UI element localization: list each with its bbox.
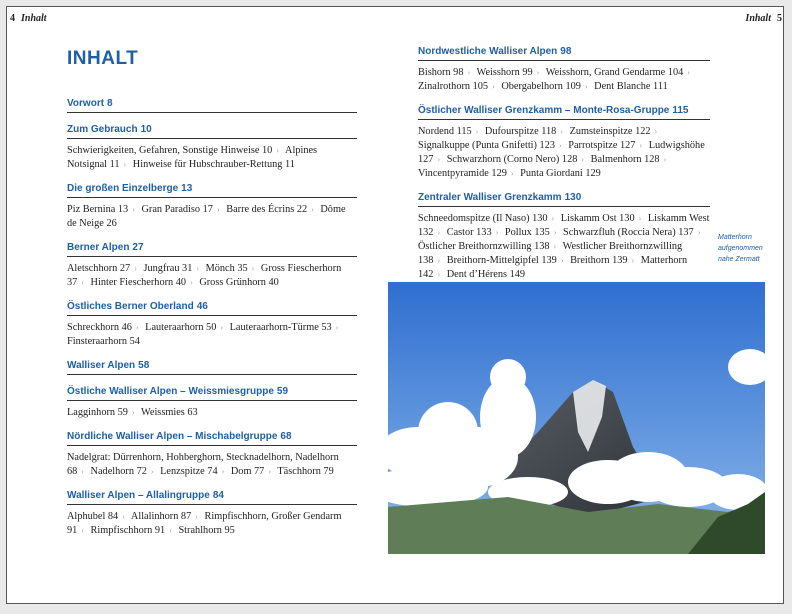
running-head-left: Inhalt bbox=[21, 13, 47, 24]
entry-separator: › bbox=[560, 127, 563, 136]
toc-entry bbox=[477, 67, 544, 78]
section-page-number: 10 bbox=[140, 124, 152, 135]
toc-entry-text: Liskamm Ost 130 bbox=[560, 213, 635, 224]
section-heading-text: Nordwestliche Walliser Alpen bbox=[418, 46, 558, 57]
toc-entry bbox=[133, 159, 295, 170]
section-entries bbox=[67, 510, 357, 538]
entry-separator: › bbox=[335, 323, 339, 332]
toc-entry-text: Liskamm West 132 bbox=[418, 213, 710, 238]
toc-entry-text: Dom 77 bbox=[230, 466, 265, 477]
toc-entry bbox=[501, 81, 591, 92]
toc-entry-text: Gross Grünhorn 40 bbox=[199, 277, 279, 288]
toc-entry-text: Schreckhorn 46 bbox=[67, 322, 132, 333]
toc-entry-text: Dufourspitze 118 bbox=[484, 126, 557, 137]
toc-entry bbox=[231, 466, 275, 477]
section-heading bbox=[67, 386, 357, 401]
section-heading-text: Zentraler Walliser Grenzkamm bbox=[418, 192, 562, 203]
toc-entry-text: Weissmies 63 bbox=[140, 407, 198, 418]
toc-entry bbox=[67, 263, 141, 274]
section-page-number: 59 bbox=[276, 386, 289, 397]
toc-entry-text: Allalinhorn 87 bbox=[130, 511, 192, 522]
section-entries bbox=[67, 262, 357, 290]
section-page-number: 68 bbox=[280, 431, 292, 442]
toc-entry-text: Balmenhorn 128 bbox=[590, 154, 660, 165]
toc-entry bbox=[485, 126, 567, 137]
entry-separator: › bbox=[276, 146, 279, 155]
section-page-number: 84 bbox=[212, 490, 224, 501]
section-page-number: 115 bbox=[672, 105, 689, 116]
section-heading bbox=[67, 124, 357, 139]
toc-entry-text: Breithorn 139 bbox=[570, 255, 628, 266]
section-heading-text: Die großen Einzelberge bbox=[67, 183, 179, 194]
toc-entry-text: Matterhorn 142 bbox=[418, 255, 688, 280]
section-heading bbox=[418, 105, 710, 120]
toc-entry bbox=[447, 227, 503, 238]
entry-separator: › bbox=[251, 264, 255, 273]
toc-entry-text: Nadelhorn 72 bbox=[90, 466, 147, 477]
toc-entry bbox=[67, 336, 140, 347]
section-entries bbox=[67, 406, 357, 420]
toc-entry-text: Vincentpyramide 129 bbox=[418, 168, 507, 179]
page-number-left: 4 bbox=[10, 13, 15, 24]
toc-entry-text: Täschhorn 79 bbox=[277, 466, 334, 477]
section-heading-text: Zum Gebrauch bbox=[67, 124, 138, 135]
toc-entry-text: Weisshorn, Grand Gendarme 104 bbox=[545, 67, 684, 78]
toc-entry bbox=[447, 269, 525, 280]
entry-separator: › bbox=[81, 278, 84, 287]
toc-entry-text: Jungfrau 31 bbox=[143, 263, 193, 274]
toc-entry bbox=[91, 466, 158, 477]
entry-separator: › bbox=[437, 256, 441, 265]
entry-separator: › bbox=[639, 141, 643, 150]
toc-section bbox=[67, 386, 357, 420]
toc-entry bbox=[447, 154, 588, 165]
toc-entry bbox=[277, 466, 333, 477]
entry-separator: › bbox=[654, 127, 658, 136]
toc-entry-text: Punta Giordani 129 bbox=[520, 168, 601, 179]
section-page-number: 27 bbox=[132, 242, 144, 253]
toc-entry-text: Aletschhorn 27 bbox=[67, 263, 131, 274]
toc-section bbox=[67, 183, 357, 231]
toc-entry-text: Signalkuppe (Punta Gnifetti) 123 bbox=[418, 140, 555, 151]
entry-separator: › bbox=[663, 155, 667, 164]
toc-section bbox=[67, 490, 357, 538]
section-entries bbox=[67, 451, 357, 479]
toc-entry bbox=[546, 67, 694, 78]
toc-entry-text: Finsteraarhorn 54 bbox=[67, 336, 140, 347]
toc-entry-text: Hinter Fiescherhorn 40 bbox=[90, 277, 187, 288]
toc-entry bbox=[561, 213, 645, 224]
toc-entry-text: Schwierigkeiten, Gefahren, Sonstige Hinweise 10 bbox=[67, 145, 273, 156]
entry-separator: › bbox=[220, 323, 224, 332]
section-page-number: 98 bbox=[560, 46, 572, 57]
toc-section bbox=[418, 46, 710, 94]
toc-entry-text: Dent Blanche 111 bbox=[594, 81, 668, 92]
section-heading-text: Walliser Alpen bbox=[67, 360, 136, 371]
toc-entry-text: Zinalrothorn 105 bbox=[418, 81, 489, 92]
toc-entry-text: Pollux 135 bbox=[504, 227, 550, 238]
toc-entry-text: Nordend 115 bbox=[418, 126, 472, 137]
toc-entry bbox=[226, 204, 318, 215]
toc-section bbox=[67, 124, 357, 172]
entry-separator: › bbox=[560, 256, 564, 265]
toc-entry bbox=[206, 263, 259, 274]
entry-separator: › bbox=[221, 467, 225, 476]
toc-entry bbox=[418, 168, 518, 179]
toc-column-right bbox=[418, 46, 710, 293]
toc-entry bbox=[418, 81, 499, 92]
toc-entry-text: Lenzspitze 74 bbox=[160, 466, 218, 477]
toc-entry-text: Mönch 35 bbox=[205, 263, 248, 274]
toc-entry bbox=[131, 511, 202, 522]
toc-entry-text: Westlicher Breithornzwilling 138 bbox=[418, 241, 683, 266]
toc-entry-text: Breithorn-Mittelgipfel 139 bbox=[446, 255, 557, 266]
toc-section bbox=[418, 105, 710, 181]
toc-entry bbox=[563, 227, 704, 238]
section-heading-text: Vorwort bbox=[67, 98, 105, 109]
entry-separator: › bbox=[492, 82, 495, 91]
section-heading bbox=[67, 360, 357, 375]
entry-separator: › bbox=[437, 270, 441, 279]
toc-entry-text: Zumsteinspitze 122 bbox=[569, 126, 651, 137]
toc-entry-text: Dôme de Neige 26 bbox=[67, 204, 346, 229]
folio-right bbox=[745, 13, 782, 24]
toc-entry bbox=[91, 277, 197, 288]
toc-entry bbox=[568, 140, 646, 151]
running-head-right: Inhalt bbox=[745, 13, 771, 24]
toc-entry bbox=[520, 168, 601, 179]
toc-entry-text: Parrotspitze 127 bbox=[568, 140, 636, 151]
entry-separator: › bbox=[559, 141, 562, 150]
toc-entry bbox=[143, 263, 203, 274]
toc-entry bbox=[418, 67, 474, 78]
toc-entry-text: Lauteraarhorn-Türme 53 bbox=[229, 322, 332, 333]
section-heading bbox=[67, 490, 357, 505]
toc-entry bbox=[570, 255, 638, 266]
toc-entry bbox=[178, 525, 234, 536]
section-page-number: 46 bbox=[196, 301, 208, 312]
section-entries bbox=[418, 212, 710, 282]
entry-separator: › bbox=[553, 242, 557, 251]
toc-section bbox=[67, 98, 357, 113]
entry-separator: › bbox=[122, 512, 125, 521]
toc-entry bbox=[594, 81, 668, 92]
toc-entry-text: Castor 133 bbox=[446, 227, 492, 238]
section-heading-text: Nördliche Walliser Alpen – Mischabelgruppe bbox=[67, 431, 278, 442]
toc-entry bbox=[67, 511, 129, 522]
entry-separator: › bbox=[135, 323, 139, 332]
toc-entry-text: Dent d’Hérens 149 bbox=[446, 269, 526, 280]
entry-separator: › bbox=[190, 278, 193, 287]
page-number-right: 5 bbox=[777, 13, 782, 24]
section-heading bbox=[67, 98, 357, 113]
entry-separator: › bbox=[134, 264, 137, 273]
entry-separator: › bbox=[638, 214, 642, 223]
section-entries bbox=[67, 321, 357, 349]
toc-entry bbox=[91, 525, 176, 536]
entry-separator: › bbox=[132, 205, 135, 214]
toc-entry-text: Bishorn 98 bbox=[418, 67, 464, 78]
entry-separator: › bbox=[581, 155, 585, 164]
entry-separator: › bbox=[311, 205, 314, 214]
entry-separator: › bbox=[687, 68, 690, 77]
matterhorn-photo bbox=[388, 282, 765, 554]
section-page-number: 58 bbox=[138, 360, 150, 371]
entry-separator: › bbox=[495, 228, 499, 237]
entry-separator: › bbox=[150, 467, 154, 476]
toc-entry-text: Schwarzfluh (Roccia Nera) 137 bbox=[563, 227, 694, 238]
toc-section bbox=[67, 360, 357, 375]
entry-separator: › bbox=[467, 68, 471, 77]
toc-entry bbox=[447, 255, 568, 266]
entry-separator: › bbox=[81, 467, 84, 476]
entry-separator: › bbox=[268, 467, 271, 476]
toc-entry bbox=[141, 204, 223, 215]
toc-entry bbox=[418, 213, 558, 224]
toc-entry bbox=[418, 241, 560, 252]
section-heading bbox=[418, 192, 710, 207]
toc-entry-text: Strahlhorn 95 bbox=[178, 525, 235, 536]
toc-entry bbox=[505, 227, 561, 238]
section-heading bbox=[67, 242, 357, 257]
toc-section bbox=[67, 242, 357, 290]
section-entries bbox=[418, 125, 710, 181]
section-heading bbox=[67, 301, 357, 316]
toc-entry-text: Schwarzhorn (Corno Nero) 128 bbox=[446, 154, 578, 165]
toc-column-left bbox=[67, 98, 357, 549]
toc-entry-text: Hinweise für Hubschrauber-Rettung 11 bbox=[132, 159, 295, 170]
section-entries bbox=[67, 203, 357, 231]
toc-section bbox=[67, 301, 357, 349]
toc-entry bbox=[230, 322, 343, 333]
entry-separator: › bbox=[81, 526, 84, 535]
entry-separator: › bbox=[216, 205, 220, 214]
section-entries bbox=[418, 66, 710, 94]
section-heading-text: Östliches Berner Oberland bbox=[67, 301, 194, 312]
toc-entry-text: Piz Bernina 13 bbox=[67, 204, 129, 215]
entry-separator: › bbox=[195, 512, 198, 521]
toc-entry bbox=[67, 204, 139, 215]
section-heading bbox=[67, 431, 357, 446]
toc-entry-text: Lauteraarhorn 50 bbox=[145, 322, 217, 333]
toc-entry bbox=[145, 322, 227, 333]
section-heading-text: Östlicher Walliser Grenzkamm – Monte-Rosa-Gruppe bbox=[418, 105, 670, 116]
toc-entry bbox=[67, 407, 139, 418]
toc-entry bbox=[570, 126, 662, 137]
toc-section bbox=[418, 192, 710, 282]
section-page-number: 130 bbox=[564, 192, 582, 203]
toc-entry-text: Barre des Écrins 22 bbox=[226, 204, 308, 215]
entry-separator: › bbox=[475, 127, 479, 136]
toc-entry-text: Weisshorn 99 bbox=[476, 67, 533, 78]
toc-entry bbox=[199, 277, 279, 288]
section-heading-text: Berner Alpen bbox=[67, 242, 130, 253]
toc-entry-text: Schneedomspitze (Il Naso) 130 bbox=[418, 213, 548, 224]
toc-entry-text: Gran Paradiso 17 bbox=[141, 204, 213, 215]
section-heading-text: Östliche Walliser Alpen – Weissmiesgruppe bbox=[67, 386, 274, 397]
toc-entry-text: Rimpfischhorn 91 bbox=[90, 525, 166, 536]
entry-separator: › bbox=[169, 526, 172, 535]
folio-left bbox=[10, 13, 47, 24]
toc-entry-text: Gross Fiescherhorn 37 bbox=[67, 263, 342, 288]
toc-entry-text: Lagginhorn 59 bbox=[67, 407, 128, 418]
entry-separator: › bbox=[631, 256, 635, 265]
entry-separator: › bbox=[437, 228, 441, 237]
section-page-number: 8 bbox=[107, 98, 113, 109]
entry-separator: › bbox=[551, 214, 555, 223]
entry-separator: › bbox=[510, 169, 514, 178]
entry-separator: › bbox=[131, 408, 135, 417]
toc-entry bbox=[591, 154, 671, 165]
toc-entry bbox=[418, 126, 482, 137]
entry-separator: › bbox=[437, 155, 441, 164]
entry-separator: › bbox=[697, 228, 701, 237]
section-heading-text: Walliser Alpen – Allalingruppe bbox=[67, 490, 210, 501]
toc-entry bbox=[141, 407, 198, 418]
toc-entry-text: Nadelgrat: Dürrenhorn, Hohberghorn, Stecknadelhorn, Nadelhorn 68 bbox=[67, 452, 339, 477]
toc-entry bbox=[160, 466, 228, 477]
toc-entry-text: Ludwigshöhe 127 bbox=[418, 140, 705, 165]
entry-separator: › bbox=[584, 82, 588, 91]
toc-entry bbox=[418, 140, 566, 151]
entry-separator: › bbox=[123, 160, 127, 169]
toc-entry bbox=[67, 145, 283, 156]
section-heading bbox=[418, 46, 710, 61]
entry-separator: › bbox=[553, 228, 557, 237]
section-entries bbox=[67, 144, 357, 172]
toc-entry bbox=[67, 322, 143, 333]
toc-title: INHALT bbox=[67, 48, 139, 69]
toc-section bbox=[67, 431, 357, 479]
toc-entry-text: Östlicher Breithornzwilling 138 bbox=[418, 241, 550, 252]
toc-entry-text: Obergabelhorn 109 bbox=[501, 81, 581, 92]
toc-entry-text: Alpines Notsignal 11 bbox=[67, 145, 318, 170]
section-page-number: 13 bbox=[181, 183, 193, 194]
photo-caption: Matterhorn aufgenommen nahe Zermatt bbox=[718, 234, 763, 263]
section-heading bbox=[67, 183, 357, 198]
entry-separator: › bbox=[536, 68, 540, 77]
entry-separator: › bbox=[196, 264, 200, 273]
toc-entry-text: Rimpfischhorn, Großer Gendarm 91 bbox=[67, 511, 342, 536]
toc-entry-text: Alphubel 84 bbox=[67, 511, 119, 522]
